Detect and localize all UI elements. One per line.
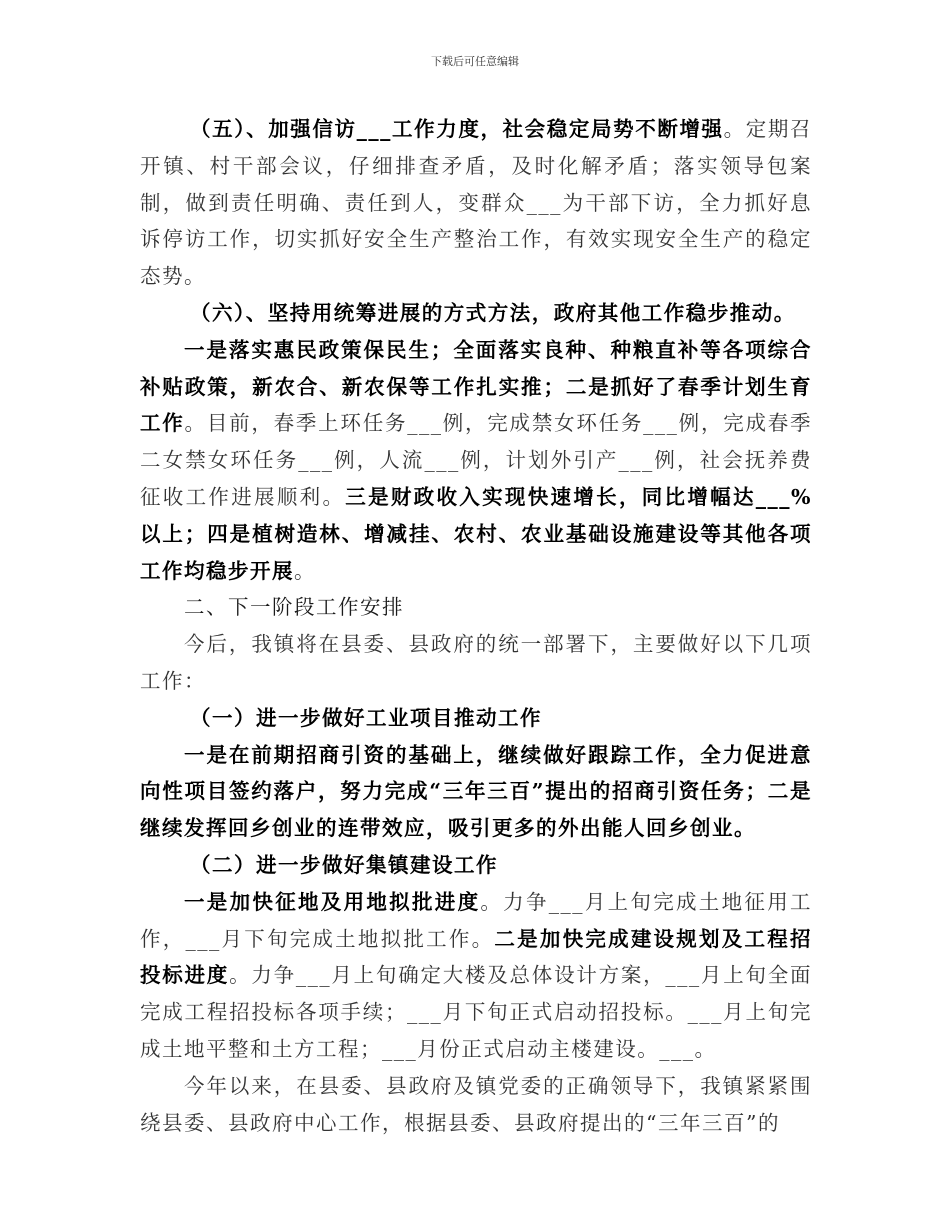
bold-run: 三是财政收入实现快速增长，同比增幅达___%以上；四是植树造林、增减挂、农村、农业基础设施建设等其他各项工作均稳步开展 — [140, 484, 813, 583]
text-run: 。 — [294, 558, 316, 583]
bold-run: 二是加快完成建设规划及工程招投标进度 — [140, 926, 813, 988]
paragraph-one-body — [140, 737, 812, 847]
document-body — [140, 111, 812, 1141]
text-run: 。目前，春季上环任务___例，完成禁女环任务___例，完成春季二女禁女环任务___例，人流___例，计划外引产___例，社会抚养费征收工作进展顺利。 — [140, 411, 813, 509]
paragraph-intro — [140, 626, 812, 700]
page-header: 下载后可任意编辑 — [431, 55, 519, 68]
text-run: 。力争___月上旬完成土地征用工作，___月下旬完成土地拟批工作。 — [140, 889, 812, 951]
heading-one: （一）进一步做好工业项目推动工作 — [190, 705, 542, 730]
paragraph-six-body — [140, 332, 812, 590]
paragraph-five-text: 。定期召开镇、村干部会议，仔细排查矛盾，及时化解矛盾；落实领导包案制，做到责任明确、责任到人，变群众___为干部下访，全力抓好息诉停访工作，切实抓好安全生产整治工作，有效实现安全生产的稳定态势。 — [140, 117, 813, 289]
bold-run: 一是落实惠民政策保民生；全面落实良种、种粮直补等各项综合补贴政策，新农合、新农保等工作扎实推；二是抓好了春季计划生育工作 — [140, 337, 812, 436]
paragraph-closing — [140, 1068, 812, 1142]
heading-five: （五）、加强信访___工作力度，社会稳定局势不断增强 — [190, 117, 724, 141]
heading-six: （六）、坚持用统筹进展的方式方法，政府其他工作稳步推动。 — [190, 300, 796, 325]
subheading-one — [140, 700, 812, 737]
heading-two: （二）进一步做好集镇建设工作 — [190, 852, 498, 877]
section-title: 二、下一阶段工作安排 — [184, 595, 404, 620]
subheading-two — [140, 847, 812, 884]
bold-run: 一是在前期招商引资的基础上，继续做好跟踪工作，全力促进意向性项目签约落户，努力完成“三年三百”提出的招商引资任务；二是继续发挥回乡创业的连带效应，吸引更多的外出能人回乡创业。 — [140, 742, 812, 841]
paragraph-five — [140, 111, 812, 295]
bold-run: 一是加快征地及用地拟批进度 — [184, 889, 481, 914]
paragraph-two-body — [140, 884, 812, 1068]
text-run: 今年以来，在县委、县政府及镇党委的正确领导下，我镇紧紧围绕县委、县政府中心工作，根据县委、县政府提出的“三年三百”的 — [140, 1073, 812, 1135]
text-run: 。力争___月上旬确定大楼及总体设计方案，___月上旬全面完成工程招投标各项手续；___月下旬正式启动招投标。___月上旬完成土地平整和土方工程；___月份正式启动主楼建设。___。 — [140, 963, 813, 1061]
text-run: 今后，我镇将在县委、县政府的统一部署下，主要做好以下几项工作： — [140, 632, 812, 693]
paragraph-six-heading — [140, 295, 812, 332]
section-two-heading — [140, 589, 812, 626]
